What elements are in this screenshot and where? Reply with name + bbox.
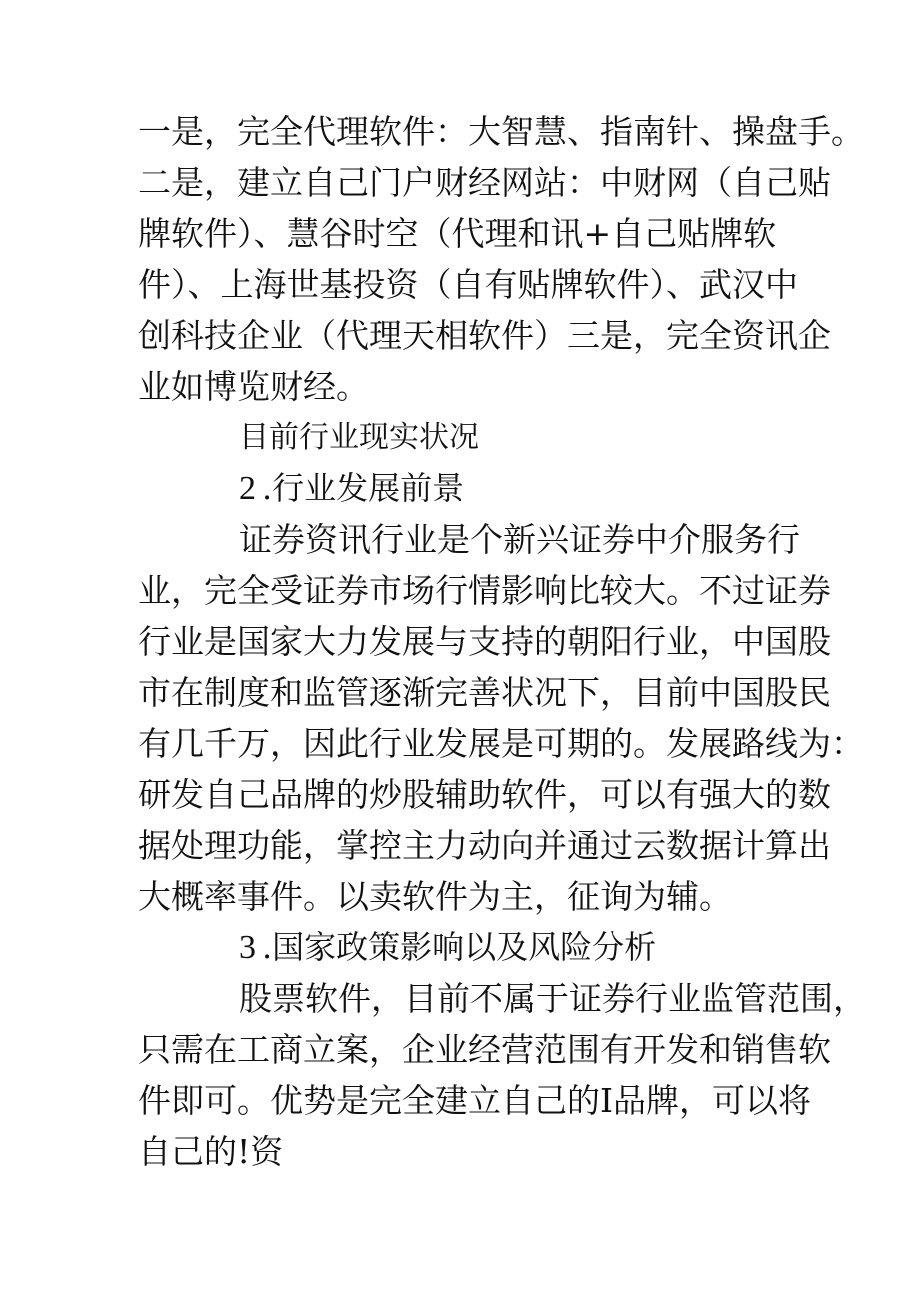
text-line: 股票软件，目前不属于证券行业监管范围， bbox=[239, 979, 866, 1018]
section-3-paragraph bbox=[138, 973, 866, 1177]
section-2-number: 2 bbox=[239, 470, 256, 507]
text-line: 业，完全受证券市场行情影响比较大。不过证券 bbox=[138, 571, 831, 610]
text-line: 二是，建立自己门户财经网站：中财网（自己贴 bbox=[138, 163, 831, 202]
text-line: 证券资讯行业是个新兴证券中介服务行 bbox=[239, 520, 800, 559]
section-2-heading bbox=[138, 463, 798, 514]
text-line: 自己的!资 bbox=[138, 1132, 284, 1171]
text-line: 牌软件）、慧谷时空（代理和讯+自己贴牌软 bbox=[138, 214, 777, 253]
text-line: 行业是国家大力发展与支持的朝阳行业，中国股 bbox=[138, 622, 831, 661]
text-line: 创科技企业（代理天相软件）三是，完全资讯企 bbox=[138, 316, 831, 355]
section-3-heading bbox=[138, 922, 798, 973]
text-line: 大概率事件。以卖软件为主，征询为辅。 bbox=[138, 877, 732, 916]
section-2-paragraph bbox=[138, 514, 864, 922]
text-line: 业如博览财经。 bbox=[138, 367, 369, 406]
text-line: 件即可。优势是完全建立自己的I品牌，可以将 bbox=[138, 1081, 812, 1120]
text-line: 市在制度和监管逐渐完善状况下，目前中国股民 bbox=[138, 673, 831, 712]
document-body bbox=[138, 106, 866, 1177]
subheading-industry-status: 目前行业现实状况 bbox=[239, 420, 479, 455]
text-line: 研发自己品牌的炒股辅助软件，可以有强大的数 bbox=[138, 775, 831, 814]
text-line: 件）、上海世基投资（自有贴牌软件）、武汉中 bbox=[138, 265, 798, 304]
text-line: 一是，完全代理软件：大智慧、指南针、操盘手。 bbox=[138, 112, 864, 151]
text-line: 只需在工商立案，企业经营范围有开发和销售软 bbox=[138, 1030, 831, 1069]
section-2-title: .行业发展前景 bbox=[262, 469, 465, 507]
text-line: 有几千万，因此行业发展是可期的。发展路线为： bbox=[138, 724, 864, 763]
section-3-number: 3 bbox=[239, 929, 256, 966]
text-line: 据处理功能，掌控主力动向并通过云数据计算出 bbox=[138, 826, 831, 865]
paragraph-intro bbox=[138, 106, 864, 412]
section-3-title: .国家政策影响以及风险分析 bbox=[262, 928, 657, 966]
